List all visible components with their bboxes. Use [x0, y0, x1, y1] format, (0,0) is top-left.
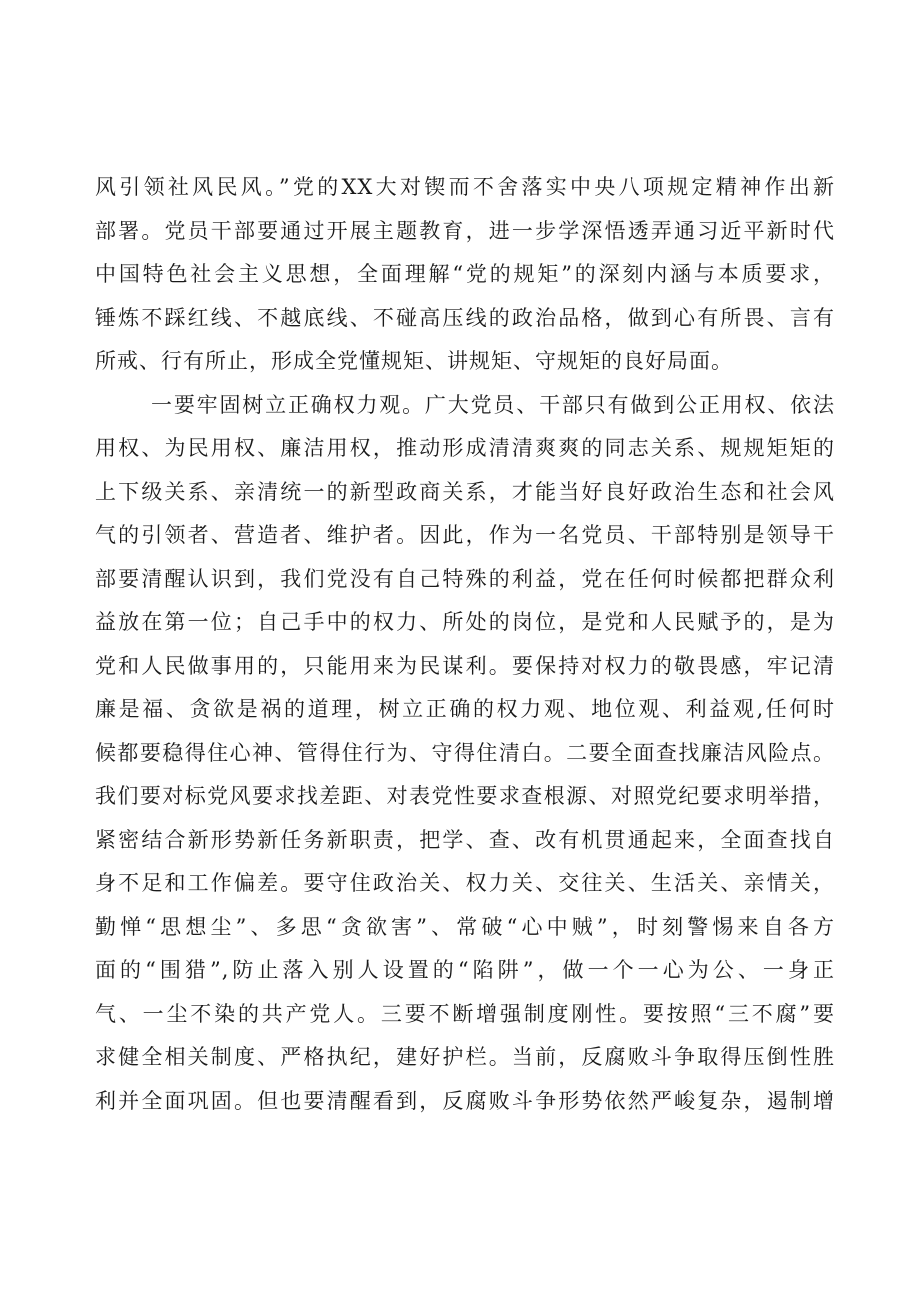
text-line: 一要牢固树立正确权力观。广大党员、干部只有做到公正用权、依法: [151, 392, 835, 417]
text-line: 紧密结合新形势新任务新职责，把学、查、改有机贯通起来，全面查找自: [95, 827, 835, 852]
text-line: 我们要对标党风要求找差距、对表党性要求查根源、对照党纪要求明举措，: [95, 784, 835, 808]
text-line: 气、一尘不染的共产党人。三要不断增强制度刚性。要按照“三不腐”要: [95, 1001, 835, 1026]
text-line: 风引领社风民风。”党的XX大对锲而不舍落实中央八项规定精神作出新: [95, 175, 835, 199]
text-line: 身不足和工作偏差。要守住政治关、权力关、交往关、生活关、亲情关，: [95, 871, 835, 895]
text-line: 候都要稳得住心神、管得住行为、守得住清白。二要全面查找廉洁风险点。: [95, 740, 835, 765]
paragraph-1: [95, 166, 835, 384]
text-line: 勤惮“思想尘”、多思“贪欲害”、常破“心中贼”，时刻警惕来自各方: [95, 914, 835, 939]
text-line: 求健全相关制度、严格执纪，建好护栏。当前，反腐败斗争取得压倒性胜: [95, 1045, 835, 1069]
text-line: 廉是福、贪欲是祸的道理，树立正确的权力观、地位观、利益观,任何时: [95, 697, 835, 721]
text-line: 用权、为民用权、廉洁用权，推动形成清清爽爽的同志关系、规规矩矩的: [95, 436, 835, 460]
text-line: 上下级关系、亲清统一的新型政商关系，才能当好良好政治生态和社会风: [95, 479, 835, 504]
text-line: 气的引领者、营造者、维护者。因此，作为一名党员、干部特别是领导干: [95, 523, 835, 547]
text-line: 益放在第一位；自己手中的权力、所处的岗位，是党和人民赋予的，是为: [95, 610, 835, 634]
text-line: 部要清醒认识到，我们党没有自己特殊的利益，党在任何时候都把群众利: [95, 566, 835, 591]
text-line: 部署。党员干部要通过开展主题教育，进一步学深悟透弄通习近平新时代: [95, 218, 835, 243]
text-line: 利并全面巩固。但也要清醒看到，反腐败斗争形势依然严峻复杂，遏制增: [95, 1088, 835, 1113]
text-line: 面的“围猎”,防止落入别人设置的“陷阱”，做一个一心为公、一身正: [95, 958, 835, 982]
text-line: 中国特色社会主义思想，全面理解“党的规矩”的深刻内涵与本质要求，: [95, 262, 835, 286]
text-line: 锤炼不踩红线、不越底线、不碰高压线的政治品格，做到心有所畏、言有: [95, 305, 835, 330]
text-line: 所戒、行有所止，形成全党懂规矩、讲规矩、守规矩的良好局面。: [95, 349, 733, 373]
document-body: [95, 166, 835, 1123]
text-line: 党和人民做事用的，只能用来为民谋利。要保持对权力的敬畏感，牢记清: [95, 653, 835, 678]
paragraph-2: [95, 384, 835, 1124]
